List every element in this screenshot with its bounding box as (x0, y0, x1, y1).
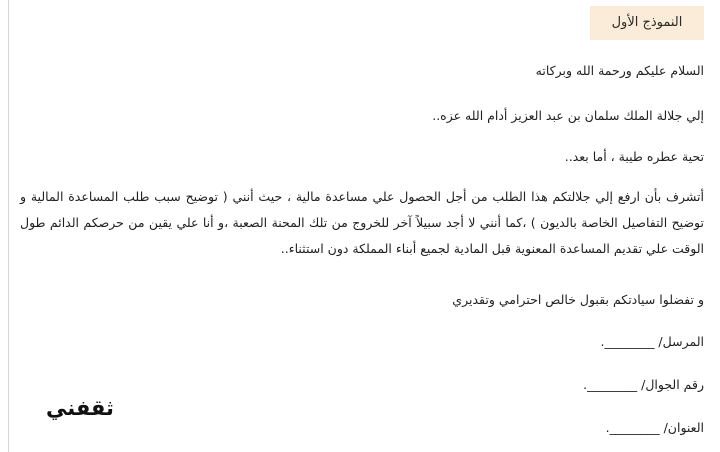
addressee-line: إلي جلالة الملك سلمان بن عبد العزيز أدام الله عزه.. (432, 108, 704, 123)
greeting-line: السلام عليكم ورحمة الله وبركاته (535, 63, 704, 78)
site-watermark: ثقفني (46, 396, 114, 420)
address-field: العنوان/ ________. (605, 420, 704, 435)
mobile-field: رقم الجوال/ ________. (583, 377, 704, 392)
letter-document (20, 0, 704, 452)
model-label-badge: النموذج الأول (590, 6, 704, 40)
sender-field: المرسل/ ________. (600, 334, 704, 349)
page-left-rule (8, 0, 9, 452)
closing-line: و تفضلوا سيادتكم بقبول خالص احترامي وتقديري (452, 292, 704, 307)
salutation-line: تحية عطره طيبة ، أما بعد.. (564, 149, 704, 164)
letter-body-paragraph: أتشرف بأن ارفع إلي جلالتكم هذا الطلب من أجل الحصول علي مساعدة مالية ، حيث أنني ( توضيح سبب طلب المساعدة المالية و توضيح التفاصيل الخاصة بالديون ) ،كما أنني لا أجد سبيلاً آخر للخروج من تلك المحنة الصعبة ،و أنا علي يقين من حرصكم الدائم طول الوقت علي تقديم المساعدة المعنوية قبل المادية لجميع أبناء المملكة دون استثناء.. (20, 189, 704, 256)
